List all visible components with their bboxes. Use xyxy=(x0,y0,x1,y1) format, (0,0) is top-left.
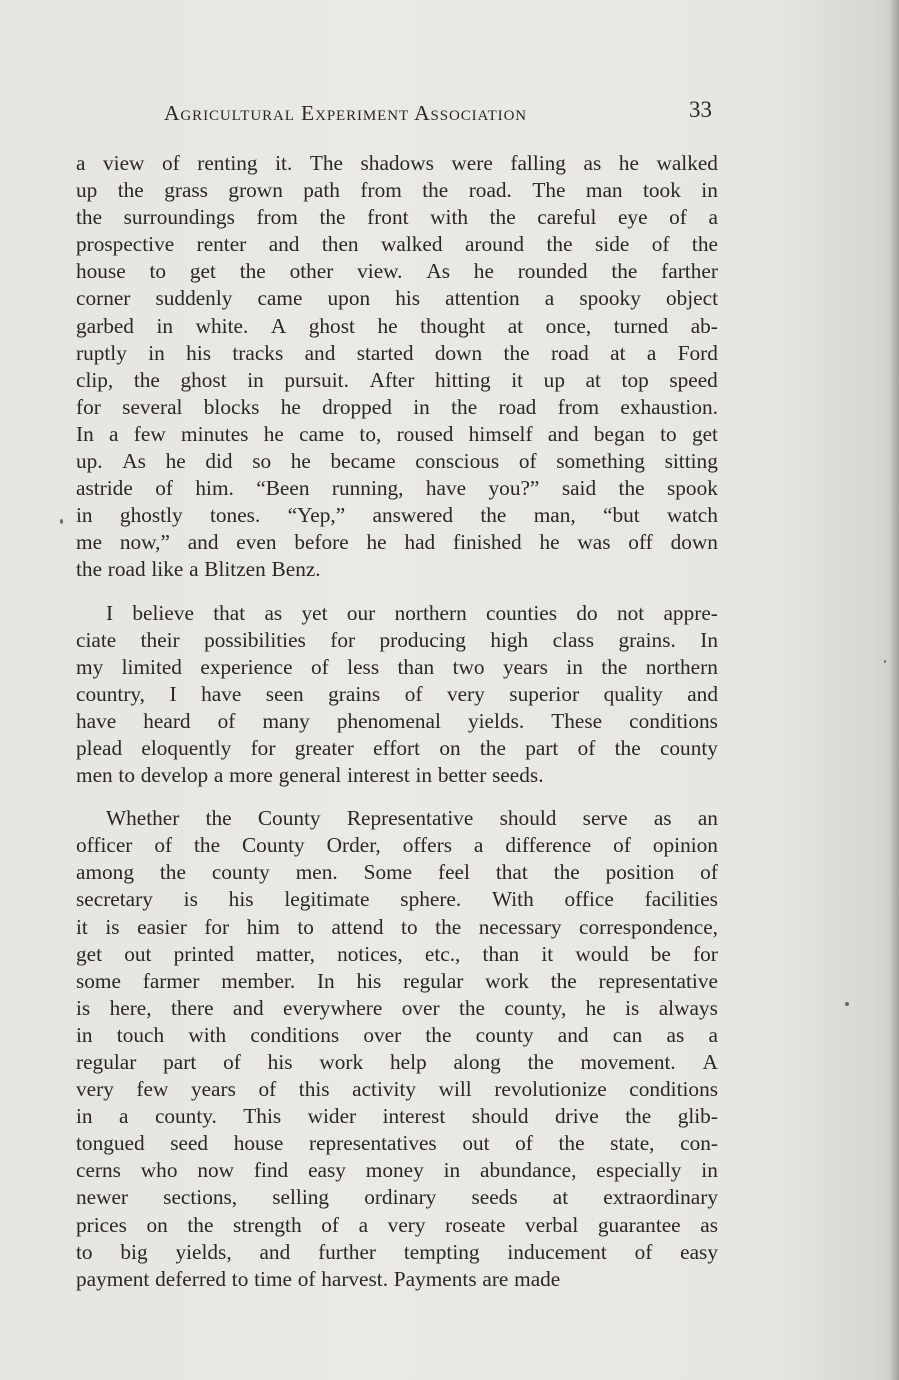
text-line: clip, the ghost in pursuit. After hitting it up at top speed xyxy=(76,367,718,392)
text-line: prices on the strength of a very roseate verbal guarantee as xyxy=(76,1212,718,1237)
page-number: 33 xyxy=(689,97,712,122)
text-line: is here, there and everywhere over the county, he is always xyxy=(76,995,718,1020)
text-line: in a county. This wider interest should drive the glib- xyxy=(76,1104,718,1129)
text-line: in ghostly tones. “Yep,” answered the man, “but watch xyxy=(76,503,718,528)
text-line: payment deferred to time of harvest. Payments are made xyxy=(76,1266,561,1291)
text-line: my limited experience of less than two years in the northern xyxy=(76,654,718,679)
text-line: ciate their possibilities for producing high class grains. In xyxy=(76,627,718,652)
text-line: up. As he did so he became conscious of something sitting xyxy=(76,449,718,474)
text-line: country, I have seen grains of very superior quality and xyxy=(76,681,718,706)
body-text xyxy=(76,150,718,1309)
text-line: up the grass grown path from the road. The man took in xyxy=(76,178,718,203)
text-line: some farmer member. In his regular work the representative xyxy=(76,968,718,993)
text-line: plead eloquently for greater effort on the part of the county xyxy=(76,735,718,760)
text-line: house to get the other view. As he rounded the farther xyxy=(76,259,718,284)
text-line: a view of renting it. The shadows were falling as he walked xyxy=(76,151,718,175)
text-line: newer sections, selling ordinary seeds at extraordinary xyxy=(76,1185,718,1210)
text-line: to big yields, and further tempting inducement of easy xyxy=(76,1239,718,1264)
page-edge-shadow xyxy=(889,0,899,1380)
paragraph xyxy=(76,150,718,584)
text-line: officer of the County Order, offers a difference of opinion xyxy=(76,833,718,858)
text-line: the road like a Blitzen Benz. xyxy=(76,557,321,582)
text-line: have heard of many phenomenal yields. These conditions xyxy=(76,708,718,733)
text-line: I believe that as yet our northern counties do not appre- xyxy=(106,600,718,625)
text-line: cerns who now find easy money in abundance, especially in xyxy=(76,1158,718,1183)
text-line: me now,” and even before he had finished he was off down xyxy=(76,530,718,555)
page-header xyxy=(164,98,716,132)
text-line: very few years of this activity will revolutionize conditions xyxy=(76,1077,718,1102)
text-line: ruptly in his tracks and started down the road at a Ford xyxy=(76,340,718,365)
text-line: garbed in white. A ghost he thought at once, turned ab- xyxy=(76,313,718,338)
text-line: regular part of his work help along the movement. A xyxy=(76,1050,718,1074)
text-line: In a few minutes he came to, roused himself and began to get xyxy=(76,421,718,446)
print-speck xyxy=(60,519,63,524)
print-speck xyxy=(884,660,886,663)
text-line: tongued seed house representatives out of the state, con- xyxy=(76,1131,718,1156)
text-line: prospective renter and then walked around the side of the xyxy=(76,232,718,257)
paragraph xyxy=(76,600,718,790)
text-line: in touch with conditions over the county and can as a xyxy=(76,1022,718,1047)
text-line: among the county men. Some feel that the position of xyxy=(76,860,718,885)
text-line: get out printed matter, notices, etc., than it would be for xyxy=(76,941,718,966)
paragraph xyxy=(76,805,718,1293)
print-speck xyxy=(845,1002,849,1006)
text-line: corner suddenly came upon his attention a spooky object xyxy=(76,286,718,311)
text-line: astride of him. “Been running, have you?” said the spook xyxy=(76,476,718,501)
text-line: the surroundings from the front with the careful eye of a xyxy=(76,205,718,230)
running-title: Agricultural Experiment Association xyxy=(164,101,528,125)
text-line: men to develop a more general interest in better seeds. xyxy=(76,763,544,788)
text-line: Whether the County Representative should serve as an xyxy=(106,806,718,831)
text-line: it is easier for him to attend to the necessary correspondence, xyxy=(76,914,718,939)
text-line: secretary is his legitimate sphere. With office facilities xyxy=(76,887,718,912)
text-line: for several blocks he dropped in the road from exhaustion. xyxy=(76,394,718,419)
